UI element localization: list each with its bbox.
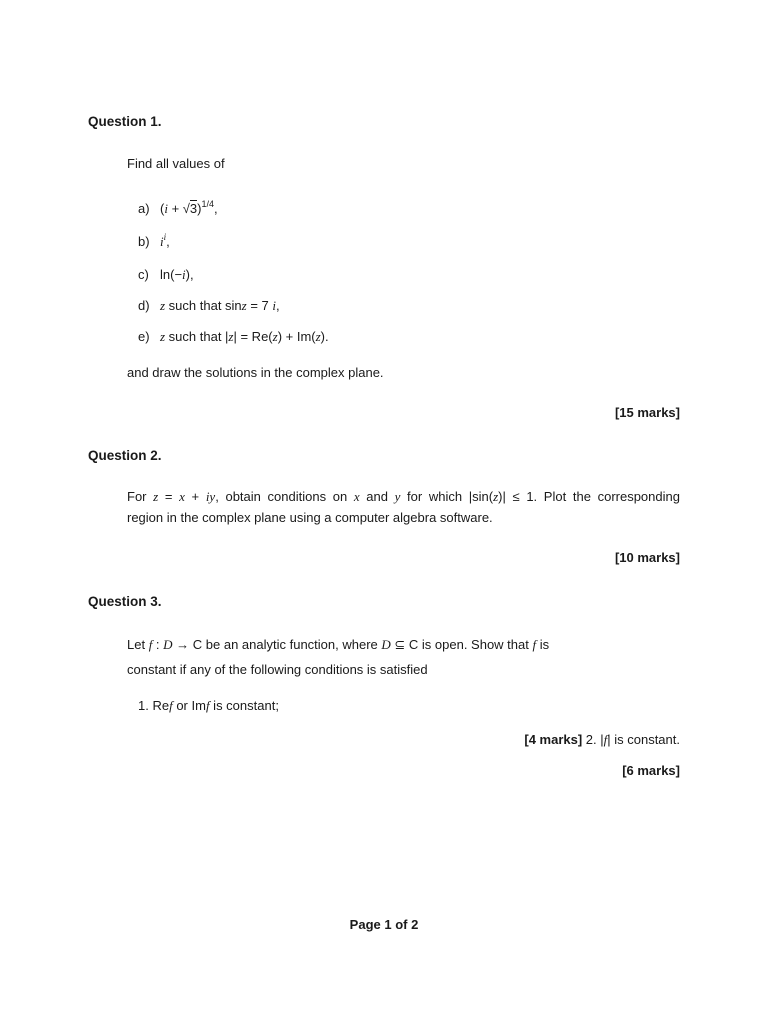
question-1-intro: Find all values of: [127, 156, 225, 171]
question-3-line-1: Let f : D → C be an analytic function, where D ⊆ C is open. Show that f is: [127, 637, 550, 652]
question-3-marks: [6 marks]: [622, 763, 680, 778]
question-3-item-1-marks: [4 marks]: [524, 732, 583, 747]
page-number: Page 1 of 2: [349, 917, 419, 932]
question-1-item-d: d) z such that sinz = 7 i,: [138, 295, 280, 316]
question-2-heading: Question 2.: [88, 448, 162, 463]
question-2-marks: [10 marks]: [614, 550, 680, 565]
question-1-heading: Question 1.: [88, 114, 162, 129]
question-3-line-2: constant if any of the following conditions is satisfied: [127, 662, 428, 677]
item-label: e): [138, 329, 150, 344]
question-1-item-b: b) $i^i$,: [138, 231, 170, 254]
question-2-line-2: region in the complex plane using a computer algebra software.: [127, 510, 493, 525]
question-3-item-2: [4 marks] 2. |f| is constant.: [524, 732, 680, 747]
question-3-item-1: 1. Ref or Imf is constant;: [138, 698, 279, 713]
question-1-marks: [15 marks]: [614, 405, 680, 420]
question-2-line-1: For z = x + iy, obtain conditions on x and y for which |sin(z)| ≤ 1. Plot the corresponding: [127, 489, 680, 504]
item-label: b): [138, 234, 150, 249]
question-1-item-a: a) $(i + √3)^{1/4}$,: [138, 198, 218, 221]
question-1-item-c: c) ln(−i),: [138, 264, 194, 285]
item-label: c): [138, 267, 149, 282]
question-3-heading: Question 3.: [88, 594, 162, 609]
question-1-outro: and draw the solutions in the complex plane.: [127, 365, 384, 380]
item-label: a): [138, 201, 150, 216]
question-1-item-e: e) z such that |z| = Re(z) + Im(z).: [138, 326, 329, 347]
item-label: d): [138, 298, 150, 313]
